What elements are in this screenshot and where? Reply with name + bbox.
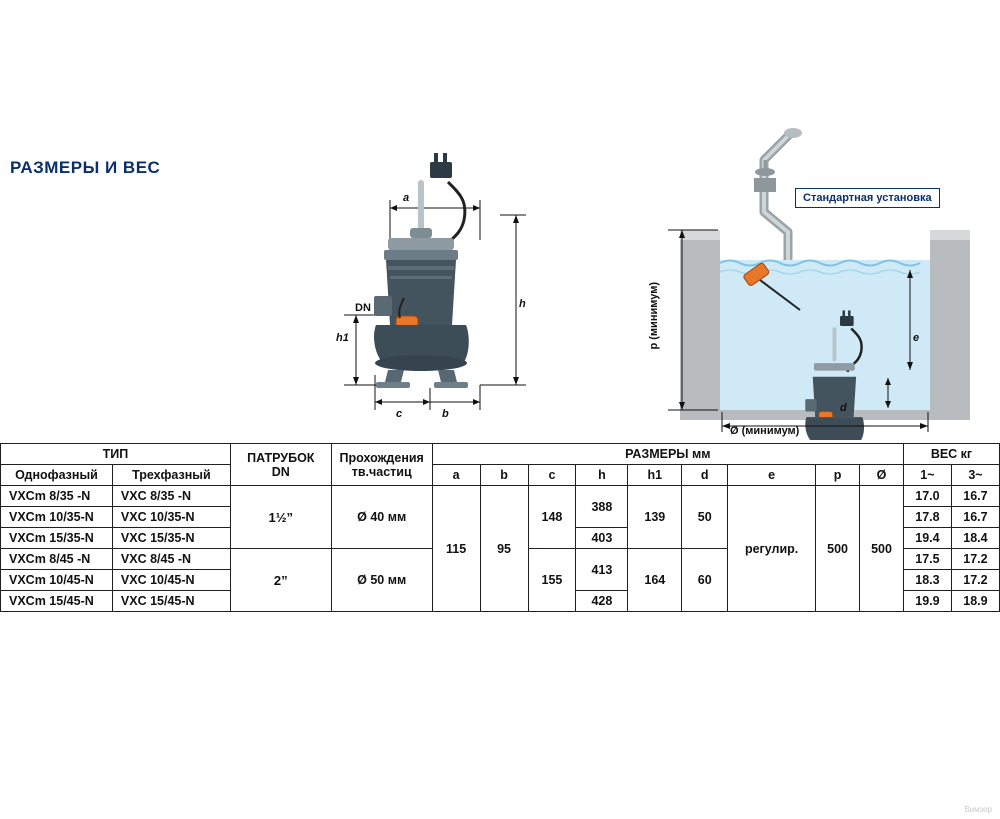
header-passage	[331, 444, 432, 486]
cell-weight-3ph: 17.2	[951, 570, 999, 591]
label-p-minimum: p (минимум)	[648, 282, 660, 350]
cell-single-phase: VXCm 15/45-N	[1, 591, 113, 612]
cell-c-35: 148	[528, 486, 576, 549]
cell-single-phase: VXCm 10/45-N	[1, 570, 113, 591]
cell-single-phase: VXCm 8/45 -N	[1, 549, 113, 570]
cell-diameter: 500	[860, 486, 904, 612]
header-port	[230, 444, 331, 486]
label-b: b	[442, 408, 449, 420]
drawings-area	[0, 120, 1000, 440]
watermark: Вимзор	[964, 805, 992, 814]
header-dn-label: DN	[271, 464, 290, 479]
header-passage-line1: Прохождения	[339, 450, 424, 465]
header-e: e	[728, 465, 816, 486]
cell-d-45: 60	[682, 549, 728, 612]
header-port-label: ПАТРУБОК	[247, 450, 315, 465]
header-weight-3ph: 3~	[951, 465, 999, 486]
cell-h1-45: 164	[628, 549, 682, 612]
cell-p: 500	[816, 486, 860, 612]
cell-dn-45: 2”	[230, 549, 331, 612]
table-header-row-2	[1, 465, 1000, 486]
dimensions-weight-table	[0, 443, 1000, 612]
cell-weight-1ph: 19.9	[903, 591, 951, 612]
cell-three-phase: VXC 10/45-N	[112, 570, 230, 591]
cell-weight-3ph: 18.9	[951, 591, 999, 612]
cell-h-413: 413	[576, 549, 628, 591]
cell-three-phase: VXC 15/45-N	[112, 591, 230, 612]
header-type: ТИП	[1, 444, 231, 465]
header-a: a	[432, 465, 480, 486]
cell-c-45: 155	[528, 549, 576, 612]
cell-three-phase: VXC 15/35-N	[112, 528, 230, 549]
cell-weight-3ph: 16.7	[951, 486, 999, 507]
cell-passage-45: Ø 50 мм	[331, 549, 432, 612]
table-row	[1, 486, 1000, 507]
cell-single-phase: VXCm 15/35-N	[1, 528, 113, 549]
cell-h-388: 388	[576, 486, 628, 528]
header-dimensions: РАЗМЕРЫ мм	[432, 444, 903, 465]
callout-standard-installation: Стандартная установка	[795, 188, 940, 208]
header-h1: h1	[628, 465, 682, 486]
cell-single-phase: VXCm 10/35-N	[1, 507, 113, 528]
label-h1: h1	[336, 332, 349, 344]
cell-three-phase: VXC 8/45 -N	[112, 549, 230, 570]
label-diameter-minimum: Ø (минимум)	[730, 425, 800, 437]
label-h: h	[519, 298, 526, 310]
installation-drawing	[660, 120, 990, 440]
header-weight: ВЕС кг	[903, 444, 999, 465]
header-diameter: Ø	[860, 465, 904, 486]
cell-weight-1ph: 17.8	[903, 507, 951, 528]
pump-dimension-drawing	[330, 120, 660, 440]
cell-passage-35: Ø 40 мм	[331, 486, 432, 549]
cell-h1-35: 139	[628, 486, 682, 549]
header-p: p	[816, 465, 860, 486]
cell-h-403: 403	[576, 528, 628, 549]
header-passage-line2: тв.частиц	[351, 464, 412, 479]
cell-b: 95	[480, 486, 528, 612]
cell-weight-3ph: 17.2	[951, 549, 999, 570]
header-weight-1ph: 1~	[903, 465, 951, 486]
table-header-row-1	[1, 444, 1000, 465]
cell-d-35: 50	[682, 486, 728, 549]
cell-weight-1ph: 17.5	[903, 549, 951, 570]
cell-three-phase: VXC 10/35-N	[112, 507, 230, 528]
label-dn: DN	[355, 302, 371, 314]
page-title: РАЗМЕРЫ И ВЕС	[10, 158, 161, 177]
cell-three-phase: VXC 8/35 -N	[112, 486, 230, 507]
header-single-phase: Однофазный	[1, 465, 113, 486]
label-a: a	[403, 192, 410, 204]
cell-a: 115	[432, 486, 480, 612]
cell-single-phase: VXCm 8/35 -N	[1, 486, 113, 507]
cell-weight-1ph: 18.3	[903, 570, 951, 591]
label-e: e	[913, 332, 920, 344]
header-c: c	[528, 465, 576, 486]
header-b: b	[480, 465, 528, 486]
cell-h-428: 428	[576, 591, 628, 612]
label-c: c	[396, 408, 403, 420]
header-three-phase: Трехфазный	[112, 465, 230, 486]
cell-weight-3ph: 18.4	[951, 528, 999, 549]
cell-weight-3ph: 16.7	[951, 507, 999, 528]
label-d: d	[840, 402, 847, 414]
cell-e: регулир.	[728, 486, 816, 612]
header-d: d	[682, 465, 728, 486]
cell-weight-1ph: 17.0	[903, 486, 951, 507]
cell-weight-1ph: 19.4	[903, 528, 951, 549]
cell-dn-35: 1½”	[230, 486, 331, 549]
header-h: h	[576, 465, 628, 486]
